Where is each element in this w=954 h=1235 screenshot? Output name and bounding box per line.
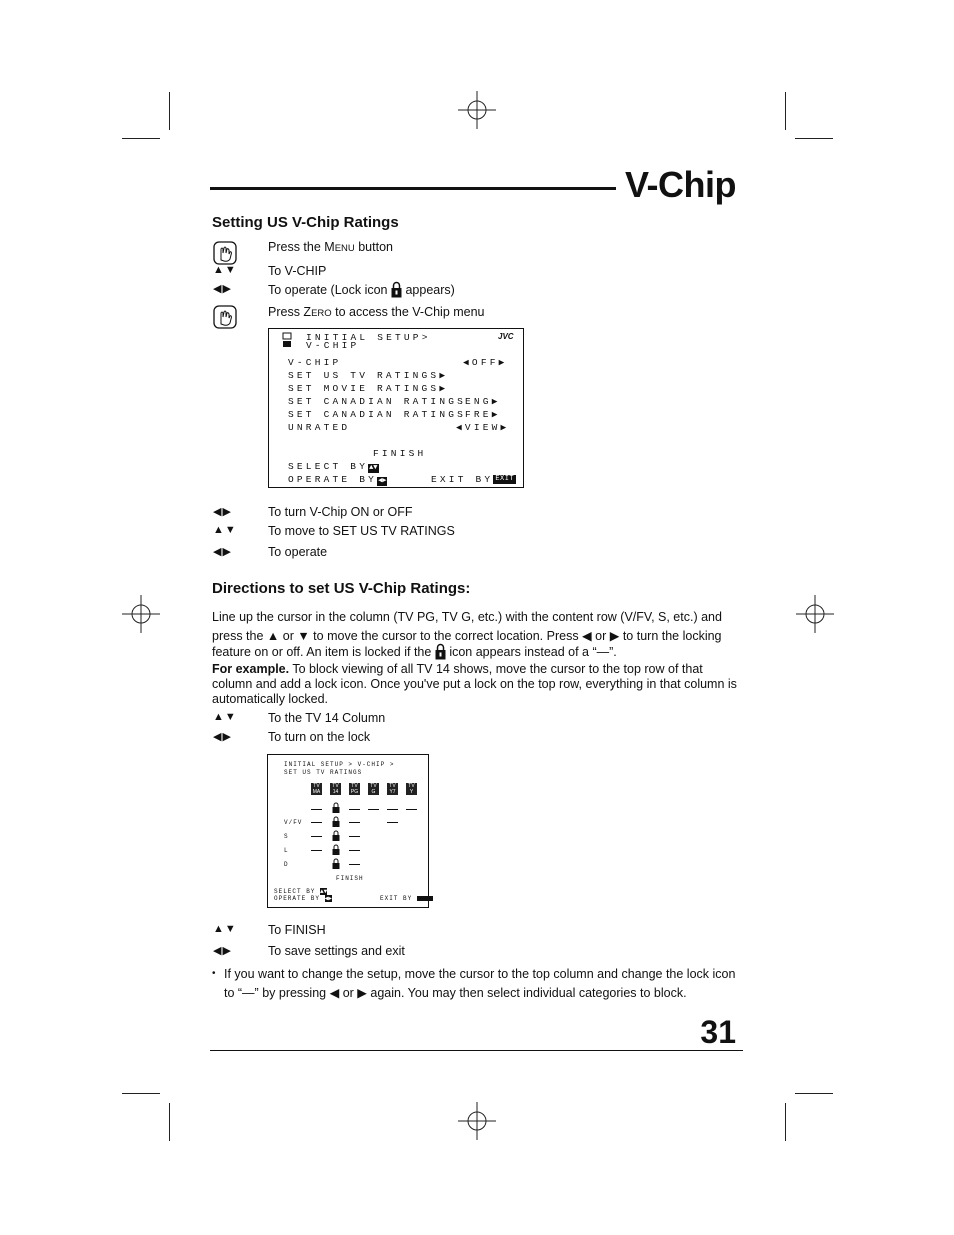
menu-breadcrumb: INITIAL SETUP > V-CHIP >	[284, 761, 395, 768]
select-label: SELECT BY▲▼	[288, 461, 378, 472]
menu-row-value: ◀VIEW▶	[456, 422, 510, 433]
step-text: To save settings and exit	[268, 944, 405, 958]
example-paragraph: For example. To block viewing of all TV 14 shows, move the cursor to the top row of that column and add a lock icon. Once you've put a lock on the top row, everything in that column is automatically locked.	[212, 662, 737, 706]
step-text: To move to SET US TV RATINGS	[268, 524, 455, 538]
menu-row-value: ◀OFF▶	[463, 357, 508, 368]
menu-breadcrumb: INITIAL SETUP>	[306, 332, 431, 343]
unlocked-dash	[387, 809, 398, 810]
step-text: To turn V-Chip ON or OFF	[268, 505, 413, 519]
left-right-arrows-icon: ◀▶	[213, 546, 232, 558]
crop-mark	[169, 1103, 170, 1141]
bullet-text: to “—” by pressing ◀ or ▶ again. You may then select individual categories to block.	[224, 986, 687, 1000]
left-right-arrows-icon: ◀▶	[213, 945, 232, 957]
menu-row-label: SET MOVIE RATINGS▶	[288, 383, 449, 394]
paragraph-line: press the ▲ or ▼ to move the cursor to the correct location. Press ◀ or ▶ to turn the locking	[212, 629, 722, 643]
menu-row-label: V-CHIP	[288, 357, 342, 368]
us-tv-ratings-screen	[267, 754, 429, 908]
section-heading: Setting US V-Chip Ratings	[212, 214, 399, 231]
tv-rating-column: TV Y7	[387, 783, 398, 795]
bullet-text: If you want to change the setup, move the cursor to the top column and change the lock icon	[224, 967, 736, 981]
step-text: To the TV 14 Column	[268, 711, 386, 725]
unlocked-dash	[368, 809, 379, 810]
crop-mark	[169, 92, 170, 130]
setup-icon	[282, 332, 292, 348]
up-down-arrows-icon: ▲▼	[213, 524, 237, 536]
crop-mark	[122, 1093, 160, 1094]
crop-mark	[795, 1093, 833, 1094]
up-down-arrows-icon: ▲▼	[213, 264, 237, 276]
menu-row-label: UNRATED	[288, 422, 351, 433]
step-text: To operate (Lock icon appears)	[268, 283, 455, 297]
tv-rating-column: TV 14	[330, 783, 341, 795]
unlocked-dash	[311, 850, 322, 851]
tv-rating-column: TV MA	[312, 783, 321, 795]
menu-row-label: SET CANADIAN RATINGS	[288, 409, 467, 420]
left-right-arrows-icon: ◀▶	[213, 283, 232, 295]
unlocked-dash	[311, 836, 322, 837]
lock-icon	[332, 830, 340, 841]
operate-label: OPERATE BY◀▶	[288, 474, 387, 485]
lock-icon	[391, 281, 402, 298]
registration-mark-icon	[122, 595, 160, 633]
unlocked-dash	[311, 809, 322, 810]
left-right-arrows-icon: ◀▶	[213, 731, 232, 743]
paragraph-line: feature on or off. An item is locked if the icon appears instead of a “—”.	[212, 645, 617, 659]
left-right-arrows-icon: ◀▶	[213, 506, 232, 518]
lock-icon	[332, 858, 340, 869]
crop-mark	[122, 138, 160, 139]
up-down-arrows-icon: ▲▼	[213, 711, 237, 723]
content-row-label: V/FV	[284, 819, 303, 826]
menu-title: V-CHIP	[306, 340, 360, 351]
menu-row-value: FRE▶	[465, 409, 501, 420]
select-label: SELECT BY ▲▼	[274, 888, 328, 895]
section-heading: Directions to set US V-Chip Ratings:	[212, 580, 471, 597]
hand-press-icon	[213, 241, 237, 265]
unlocked-dash	[311, 822, 322, 823]
step-text: To operate	[268, 545, 328, 559]
unlocked-dash	[349, 850, 360, 851]
footer-rule	[210, 1050, 743, 1051]
step-text: Press ZERO to access the V-Chip menu	[268, 305, 485, 319]
step-text: To FINISH	[268, 923, 326, 937]
tv-rating-column: TV G	[368, 783, 379, 795]
exit-label: EXIT BY	[380, 895, 433, 902]
step-text: To V-CHIP	[268, 264, 327, 278]
title-rule	[210, 187, 616, 190]
page-number: 31	[700, 1014, 736, 1050]
finish-label: FINISH	[336, 875, 364, 882]
menu-row-label: SET CANADIAN RATINGS	[288, 396, 467, 407]
registration-mark-icon	[796, 595, 834, 633]
content-row-label: S	[284, 833, 289, 840]
page-title: V-Chip	[625, 164, 736, 205]
vchip-menu-screen	[268, 328, 524, 488]
unlocked-dash	[406, 809, 417, 810]
content-row-label: L	[284, 847, 289, 854]
operate-label: OPERATE BY ◀▶	[274, 895, 332, 902]
finish-label: FINISH	[373, 448, 427, 459]
step-text: Press the MENU button	[268, 240, 393, 254]
exit-label: EXIT BY EXIT	[431, 474, 515, 485]
step-text: To turn on the lock	[268, 730, 371, 744]
lock-icon	[332, 816, 340, 827]
hand-press-icon	[213, 305, 237, 329]
menu-row-label: SET US TV RATINGS▶	[288, 370, 449, 381]
tv-rating-column: TV PG	[350, 783, 359, 795]
crop-mark	[785, 1103, 786, 1141]
unlocked-dash	[349, 864, 360, 865]
tv-rating-column: TV Y	[406, 783, 417, 795]
crop-mark	[795, 138, 833, 139]
lock-icon	[435, 643, 446, 660]
crop-mark	[785, 92, 786, 130]
unlocked-dash	[387, 822, 398, 823]
jvc-logo: JVC	[498, 332, 514, 341]
unlocked-dash	[349, 822, 360, 823]
registration-mark-icon	[458, 1102, 496, 1140]
content-row-label: D	[284, 861, 289, 868]
menu-title: SET US TV RATINGS	[284, 769, 363, 776]
unlocked-dash	[349, 836, 360, 837]
lock-icon	[332, 802, 340, 813]
lock-icon	[332, 844, 340, 855]
registration-mark-icon	[458, 91, 496, 129]
menu-row-value: ENG▶	[465, 396, 501, 407]
paragraph-line: Line up the cursor in the column (TV PG, TV G, etc.) with the content row (V/FV, S, etc.) and	[212, 610, 722, 624]
unlocked-dash	[349, 809, 360, 810]
up-down-arrows-icon: ▲▼	[213, 923, 237, 935]
bullet-point: •	[212, 968, 216, 979]
